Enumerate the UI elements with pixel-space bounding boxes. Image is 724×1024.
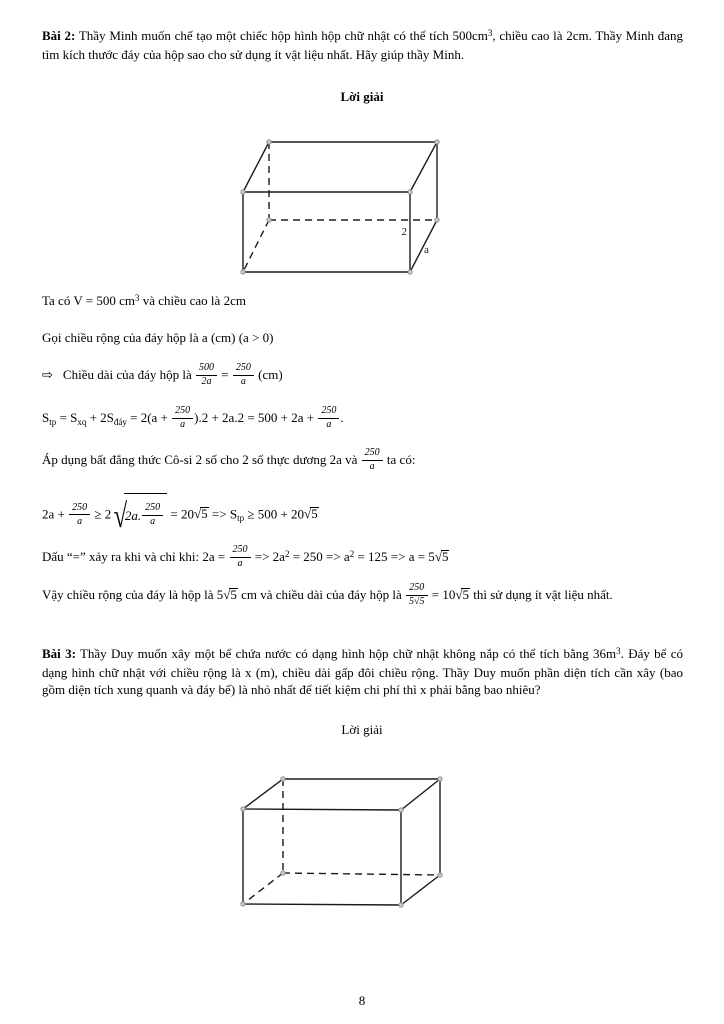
sqrt-5: √5	[434, 549, 449, 564]
rightwards-white-arrow-icon: ⇨	[42, 368, 53, 383]
subscript: đáy	[113, 417, 127, 427]
radical-icon: √	[434, 549, 442, 564]
equals-sign: =	[218, 367, 232, 382]
subscript: tp	[237, 513, 245, 524]
cosi-text: ≥ 2	[91, 506, 112, 522]
width-label: a	[424, 244, 429, 256]
problem-3-label: Bài 3:	[42, 646, 76, 661]
superscript: 2	[349, 549, 355, 559]
subscript: xq	[77, 417, 87, 427]
superscript: 2	[284, 549, 290, 559]
superscript: 3	[487, 28, 493, 38]
problem-2-label: Bài 2:	[42, 28, 76, 43]
radicand-text: 2a.	[124, 508, 142, 523]
fraction: $\frac{250}{a}$	[69, 503, 90, 527]
hidden-edges	[243, 142, 437, 272]
equality-text: = 250 => a	[289, 549, 350, 564]
solution-heading-1: Lời giải	[340, 89, 384, 104]
equality-text: => 2a	[251, 549, 285, 564]
volume-text-2: và chiều cao là 2cm	[139, 293, 246, 308]
vertex-dots	[241, 777, 442, 907]
cosi-inequality-line	[42, 494, 319, 537]
cosi-intro-text-2: ta có:	[383, 452, 416, 467]
sqrt-5: √5	[455, 586, 469, 602]
box-figure-2	[238, 770, 450, 918]
cosi-text: 2a +	[42, 506, 69, 522]
cosi-intro-line	[42, 445, 415, 475]
page-number: 8	[358, 993, 366, 1008]
width-assumption-line: Gọi chiều rộng của đáy hộp là a (cm) (a > 0)	[42, 330, 274, 345]
problem-2-text: Thầy Minh muốn chế tạo một chiếc hộp hình hộp chữ nhật có thể tích 500cm	[75, 28, 488, 43]
radical-icon: √	[304, 506, 312, 522]
solid-edges	[243, 142, 437, 272]
area-text: = 2(a +	[126, 410, 172, 425]
fraction: $\frac{250}{a}$	[172, 406, 193, 430]
superscript: 3	[134, 293, 140, 303]
equality-text: = 125 => a = 5	[354, 549, 435, 564]
length-text: Chiều dài của đáy hộp là	[62, 367, 196, 382]
conclusion-text: thì sử dụng ít vật liệu nhất.	[469, 586, 613, 602]
fraction: $\frac{250}{a}$	[233, 363, 254, 387]
fraction: $\frac{250}{a}$	[318, 406, 339, 430]
conclusion-paragraph	[42, 584, 683, 608]
sqrt-5: √5	[223, 586, 237, 602]
problem-3-text-2: . Đáy bể có dạng hình chữ nhật với chiều rộng là x (m), chiều dài gấp đôi chiều rộng. Thầy Duy muốn phần diện tích cần xây (bao gồm diện tích xung quanh và đáy bể) là nhỏ nhất để tiết kiệm chi phí thì x phải bằng bao nhiêu?	[42, 646, 683, 697]
cosi-intro-text: Áp dụng bất đẳng thức Cô-si 2 số cho 2 số thực dương 2a và	[42, 452, 361, 467]
conclusion-text: cm và chiều dài của đáy hộp là	[237, 586, 405, 602]
radical-icon: √	[113, 497, 128, 535]
total-area-line	[42, 403, 344, 434]
volume-line	[42, 292, 683, 311]
sqrt-expression	[111, 493, 167, 536]
radical-icon: √	[455, 586, 463, 602]
problem-2-text-2: , chiều cao là 2cm. Thầy Minh đang tìm kích thước đáy của hộp sao cho sử dụng ít vật liệu nhất. Hãy giúp thầy Minh.	[42, 28, 683, 62]
sqrt-5: √5	[304, 506, 318, 522]
fraction: $\frac{250}{5√5}$	[406, 583, 428, 607]
superscript: 3	[616, 646, 621, 656]
area-text: S	[42, 410, 50, 425]
cosi-text: => S	[208, 506, 238, 522]
fraction: $\frac{250}{a}$	[362, 448, 383, 472]
equality-condition-line	[42, 543, 449, 572]
volume-text: Ta có V = 500 cm	[42, 293, 135, 308]
cosi-text: = 20	[167, 506, 195, 522]
equality-text: Dấu “=” xảy ra khi và chỉ khi: 2a =	[42, 549, 229, 564]
solution-heading-2: Lời giải	[341, 722, 383, 737]
height-label: 2	[401, 226, 407, 238]
fraction: $\frac{500}{2a}$	[196, 363, 217, 387]
conclusion-text: = 10	[428, 586, 456, 602]
fraction: $\frac{250}{a}$	[142, 503, 163, 527]
sqrt-5: √5	[194, 506, 208, 522]
conclusion-text: Vậy chiều rộng của đáy là hộp là 5	[42, 586, 224, 602]
area-text: = S	[56, 410, 78, 425]
problem-3-paragraph	[42, 645, 683, 698]
cosi-text: ≥ 500 + 20	[244, 506, 305, 522]
area-text: .	[340, 410, 344, 425]
solid-edges	[243, 779, 440, 905]
length-line	[42, 360, 283, 391]
hidden-edges	[243, 779, 440, 904]
area-text: + 2S	[86, 410, 114, 425]
fraction: $\frac{250}{a}$	[230, 545, 251, 569]
area-text: ).2 + 2a.2 = 500 + 2a +	[194, 410, 318, 425]
problem-2-paragraph	[42, 27, 683, 63]
subscript: tp	[49, 417, 57, 427]
radical-icon: √	[223, 586, 231, 602]
box-figure-1	[235, 132, 450, 284]
problem-3-text: Thầy Duy muốn xây một bể chứa nước có dạng hình hộp chữ nhật không nắp có thể tích bằng 36m	[75, 646, 617, 661]
unit-text: (cm)	[254, 367, 283, 382]
radical-icon: √	[194, 506, 202, 522]
